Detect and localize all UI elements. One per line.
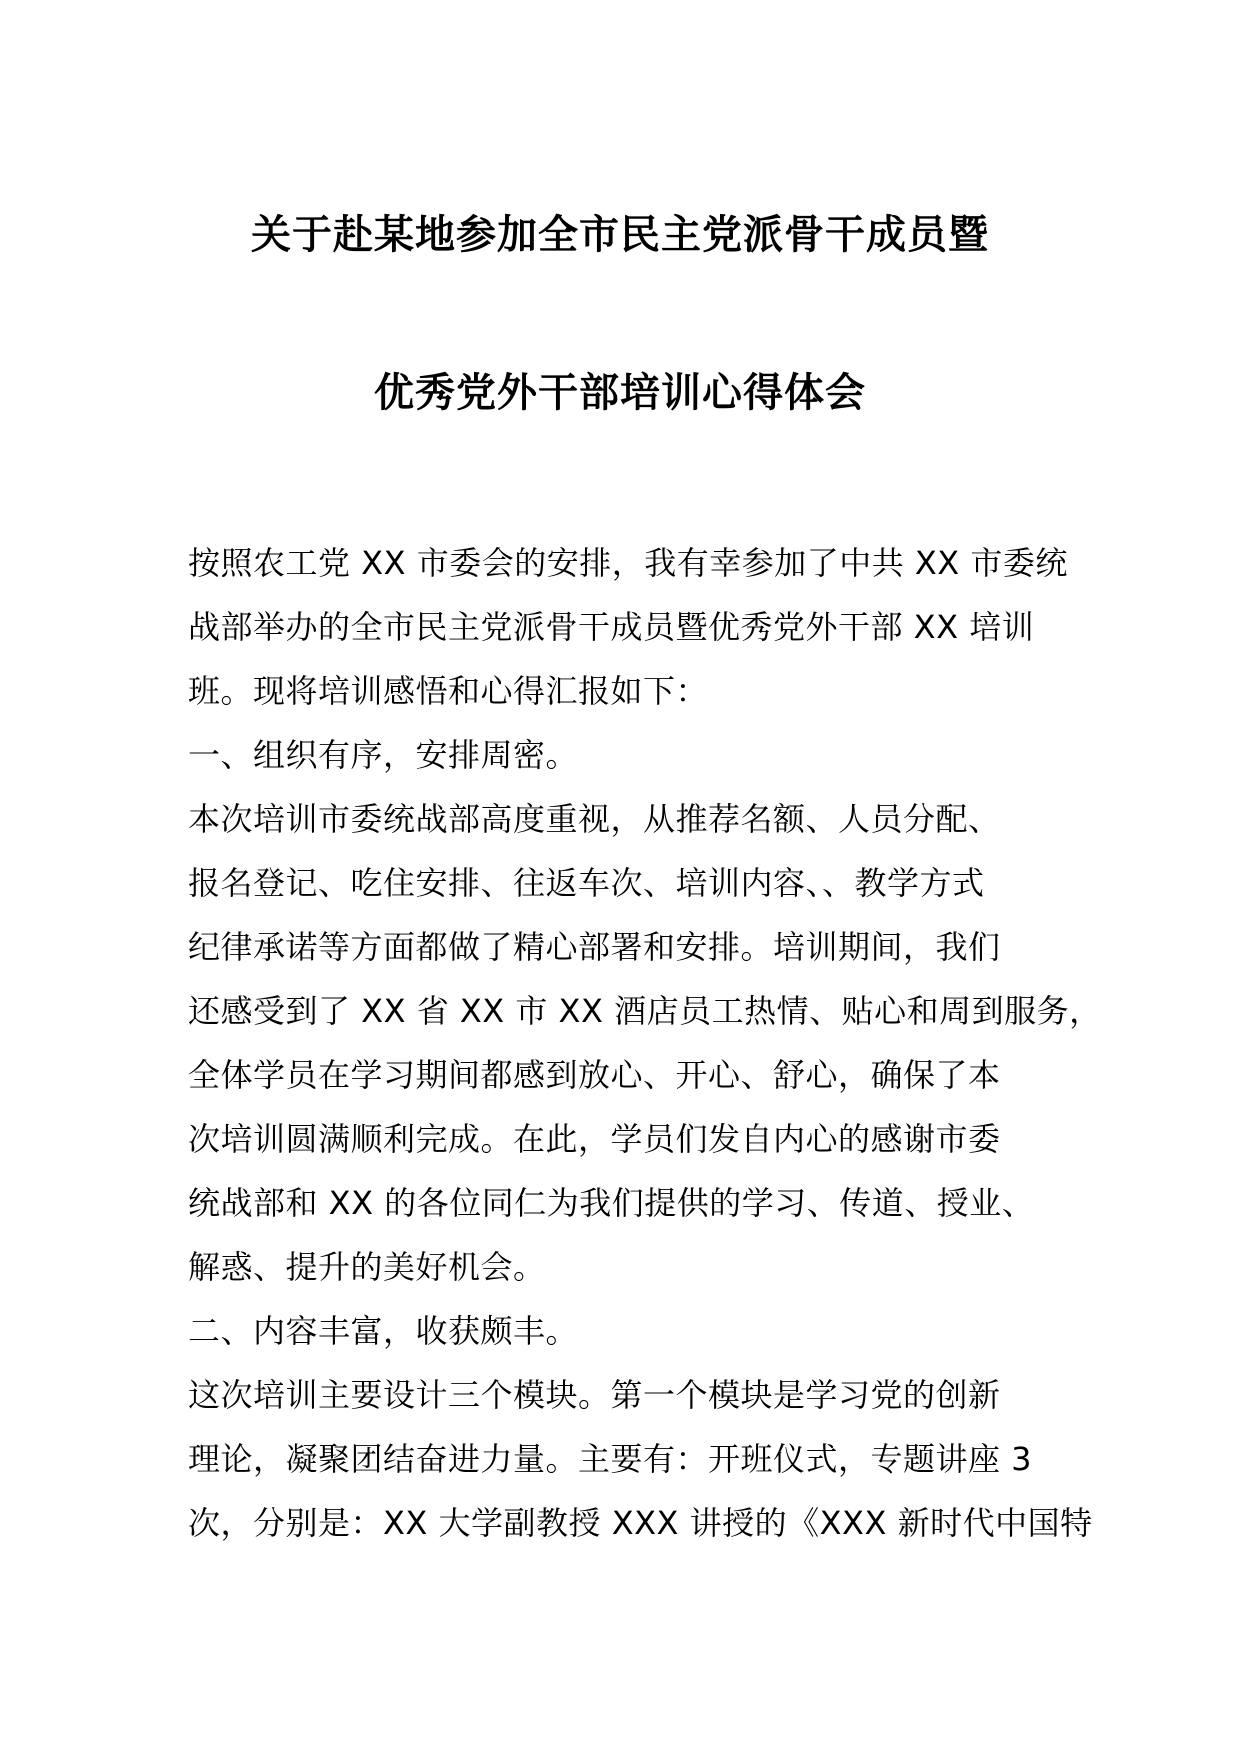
body-line: 战部举办的全市民主党派骨干成员暨优秀党外干部 XX 培训 <box>188 608 1035 646</box>
body-line: 全体学员在学习期间都感到放心、开心、舒心，确保了本 <box>188 1056 1001 1094</box>
document-title-line-1: 关于赴某地参加全市民主党派骨干成员暨 <box>251 212 989 258</box>
section-heading-1: 一、组织有序，安排周密。 <box>188 736 579 774</box>
body-line: 理论，凝聚团结奋进力量。主要有：开班仪式，专题讲座 3 <box>188 1440 1033 1478</box>
body-line: 次，分别是：XX 大学副教授 XXX 讲授的《XXX 新时代中国特 <box>188 1504 1093 1542</box>
body-line: 按照农工党 XX 市委会的安排，我有幸参加了中共 XX 市委统 <box>188 544 1068 582</box>
body-line: 统战部和 XX 的各位同仁为我们提供的学习、传道、授业、 <box>188 1184 1035 1222</box>
body-line: 解惑、提升的美好机会。 <box>188 1248 546 1286</box>
document-title-line-2: 优秀党外干部培训心得体会 <box>374 370 866 416</box>
body-line: 这次培训主要设计三个模块。第一个模块是学习党的创新 <box>188 1376 1001 1414</box>
body-line: 本次培训市委统战部高度重视，从推荐名额、人员分配、 <box>188 800 1001 838</box>
body-line: 报名登记、吃住安排、往返车次、培训内容、、教学方式 <box>188 864 985 902</box>
body-line: 纪律承诺等方面都做了精心部署和安排。培训期间，我们 <box>188 928 1001 966</box>
body-line: 班。现将培训感悟和心得汇报如下： <box>188 672 709 710</box>
body-line: 次培训圆满顺利完成。在此，学员们发自内心的感谢市委 <box>188 1120 1001 1158</box>
body-line: 还感受到了 XX 省 XX 市 XX 酒店员工热情、贴心和周到服务， <box>188 992 1102 1030</box>
section-heading-2: 二、内容丰富，收获颇丰。 <box>188 1312 579 1350</box>
